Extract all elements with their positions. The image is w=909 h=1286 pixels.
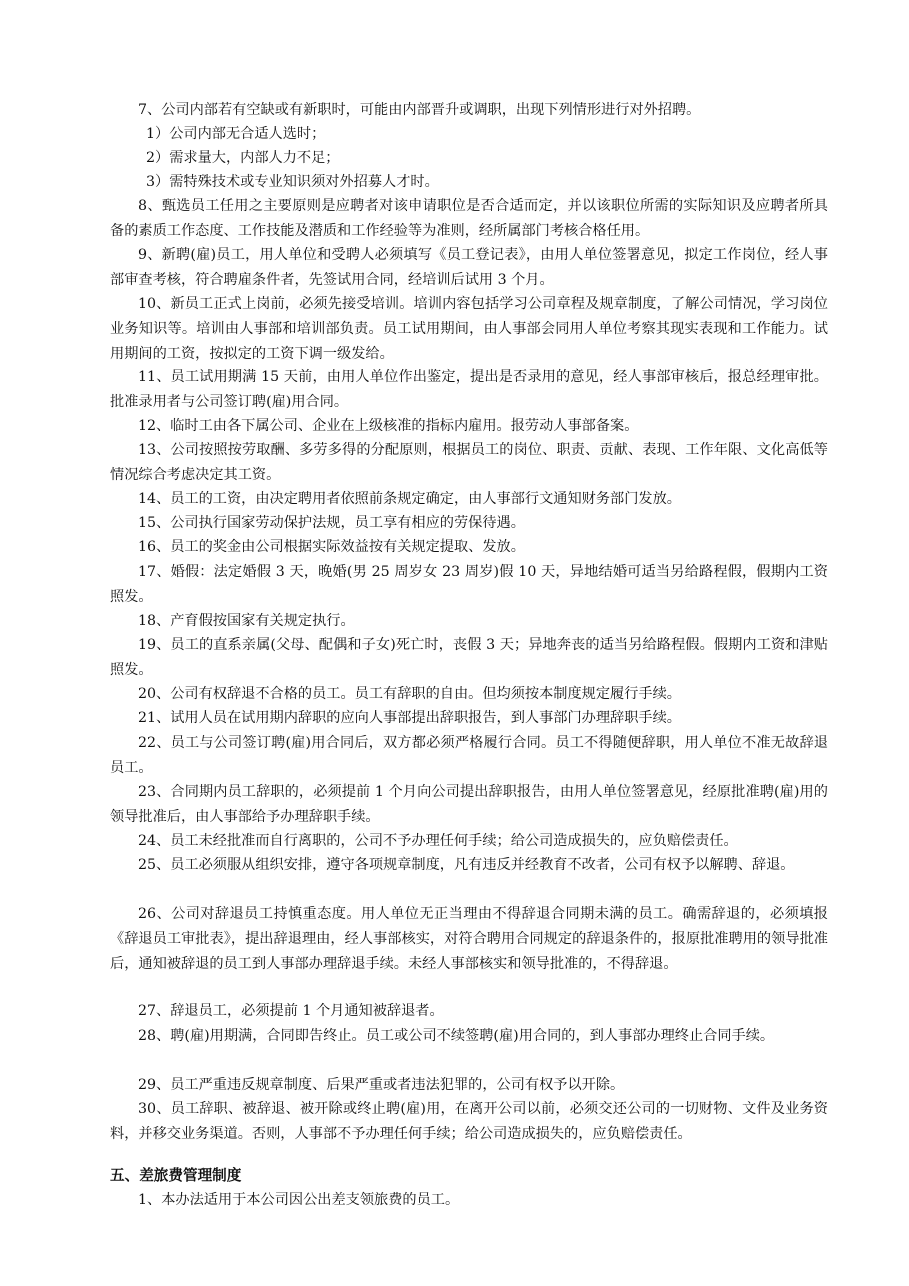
paragraph-15: 15、公司执行国家劳动保护法规，员工享有相应的劳保待遇。	[138, 515, 525, 531]
paragraph-12: 12、临时工由各下属公司、企业在上级核准的指标内雇用。报劳动人事部备案。	[138, 418, 639, 434]
paragraph-29: 29、员工严重违反规章制度、后果严重或者违法犯罪的，公司有权予以开除。	[138, 1077, 625, 1093]
paragraph-25: 25、员工必须服从组织安排，遵守各项规章制度，凡有违反并经教育不改者，公司有权予以解聘、辞退。	[138, 857, 795, 873]
paragraph-11: 11、员工试用期满 15 天前，由用人单位作出鉴定，提出是否录用的意见，经人事部审核后，报总经理审批。批准录用者与公司签订聘(雇)用合同。	[110, 369, 828, 410]
paragraph-9: 9、新聘(雇)员工，用人单位和受聘人必须填写《员工登记表》，由用人单位签署意见，拟定工作岗位，经人事部审查考核，符合聘雇条件者，先签试用合同，经培训后试用 3 个月。	[110, 247, 828, 288]
paragraph-19: 19、员工的直系亲属(父母、配偶和子女)死亡时，丧假 3 天；异地奔丧的适当另给路程假。假期内工资和津贴照发。	[110, 637, 828, 678]
paragraph-7: 7、公司内部若有空缺或有新职时，可能由内部晋升或调职，出现下列情形进行对外招聘。	[138, 102, 701, 118]
paragraph-30: 30、员工辞职、被辞退、被开除或终止聘(雇)用，在离开公司以前，必须交还公司的一切财物、文件及业务资料，并移交业务渠道。否则，人事部不予办理任何手续；给公司造成损失的，应负赔偿责任。	[110, 1101, 828, 1142]
paragraph-13: 13、公司按照按劳取酬、多劳多得的分配原则，根据员工的岗位、职责、贡献、表现、工作年限、文化高低等情况综合考虑决定其工资。	[110, 442, 828, 483]
paragraph-27: 27、辞退员工，必须提前 1 个月通知被辞退者。	[138, 1003, 444, 1019]
paragraph-14: 14、员工的工资，由决定聘用者依照前条规定确定，由人事部行文通知财务部门发放。	[138, 491, 681, 507]
paragraph-22: 22、员工与公司签订聘(雇)用合同后，双方都必须严格履行合同。员工不得随便辞职，用人单位不准无故辞退员工。	[110, 735, 828, 776]
paragraph-8: 8、甄选员工任用之主要原则是应聘者对该申请职位是否合适而定，并以该职位所需的实际知识及应聘者所具备的素质工作态度、工作技能及潜质和工作经验等为准则，经所属部门考核合格任用。	[110, 198, 828, 239]
paragraph-20: 20、公司有权辞退不合格的员工。员工有辞职的自由。但均须按本制度规定履行手续。	[138, 686, 681, 702]
paragraph-26: 26、公司对辞退员工持慎重态度。用人单位无正当理由不得辞退合同期未满的员工。确需辞退的，必须填报《辞退员工审批表》，提出辞退理由，经人事部核实，对符合聘用合同规定的辞退条件的，报原批准聘用的领导批准后，通知被辞退的员工到人事部办理辞退手续。未经人事部核实和领导批准的，不得辞退。	[110, 906, 828, 972]
list-item-3: 3）需特殊技术或专业知识须对外招募人才时。	[146, 174, 439, 190]
list-item-1: 1）公司内部无合适人选时；	[146, 126, 326, 142]
paragraph-21: 21、试用人员在试用期内辞职的应向人事部提出辞职报告，到人事部门办理辞职手续。	[138, 710, 681, 726]
paragraph-17: 17、婚假：法定婚假 3 天，晚婚(男 25 周岁女 23 周岁)假 10 天，异地结婚可适当另给路程假，假期内工资照发。	[110, 564, 828, 605]
list-item-2: 2）需求量大，内部人力不足；	[146, 150, 340, 166]
paragraph-23: 23、合同期内员工辞职的，必须提前 1 个月向公司提出辞职报告，由用人单位签署意见，经原批准聘(雇)用的领导批准后，由人事部给予办理辞职手续。	[110, 784, 828, 825]
paragraph-16: 16、员工的奖金由公司根据实际效益按有关规定提取、发放。	[138, 539, 525, 555]
paragraph-18: 18、产育假按国家有关规定执行。	[138, 613, 355, 629]
paragraph-10: 10、新员工正式上岗前，必须先接受培训。培训内容包括学习公司章程及规章制度，了解公司情况，学习岗位业务知识等。培训由人事部和培训部负责。员工试用期间，由人事部会同用人单位考察其现实表现和工作能力。试用期间的工资，按拟定的工资下调一级发给。	[110, 296, 828, 362]
section-heading: 五、差旅费管理制度	[110, 1167, 242, 1184]
paragraph-24: 24、员工未经批准而自行离职的，公司不予办理任何手续；给公司造成损失的，应负赔偿责任。	[138, 833, 738, 849]
section-item-1: 1、本办法适用于本公司因公出差支领旅费的员工。	[138, 1192, 460, 1208]
paragraph-28: 28、聘(雇)用期满，合同即告终止。员工或公司不续签聘(雇)用合同的，到人事部办理终止合同手续。	[138, 1028, 775, 1044]
